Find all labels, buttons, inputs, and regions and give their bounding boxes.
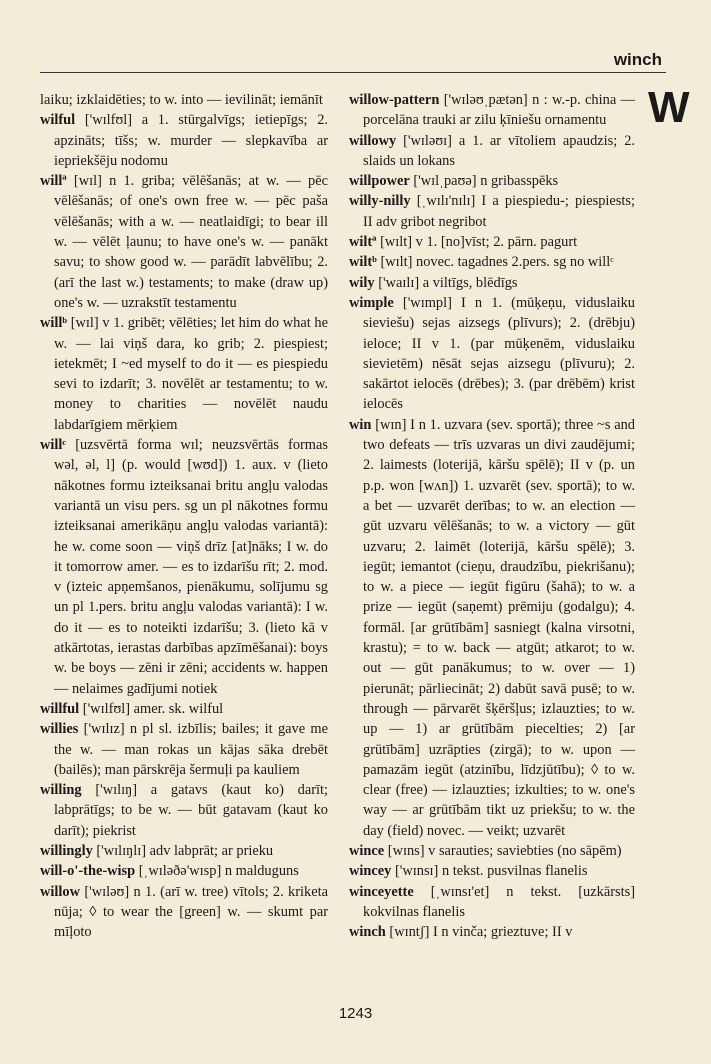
entry-headword: wiltᵇ (349, 254, 377, 271)
dictionary-entry (349, 922, 635, 942)
dictionary-entry (40, 110, 328, 171)
dictionary-entry (349, 171, 635, 191)
entry-headword: win (349, 416, 372, 433)
entry-definition: ['wɪləʊˌpætən] n : w.-p. china — porcelāna trauki ar zilu ķīniešu ornamentu (363, 92, 635, 129)
page-number: 1243 (338, 1005, 373, 1022)
dictionary-entry (349, 90, 635, 131)
entry-definition: [ˌwɪlɪ'nɪlɪ] I a piespiedu-; piespiests; II adv gribot negribot (363, 193, 635, 230)
dictionary-entry (40, 699, 328, 719)
entry-headword: willᵇ (40, 315, 68, 332)
dictionary-entry (349, 273, 635, 293)
entry-definition: [wɪlt] novec. tagadnes 2.pers. sg no willᶜ (380, 254, 614, 271)
entry-headword: will-o'-the-wisp (40, 863, 136, 880)
page-header (40, 48, 666, 73)
entry-headword: wiltª (349, 234, 377, 251)
left-column (40, 90, 328, 942)
dictionary-entry (40, 882, 328, 943)
entry-definition: ['wɪlfʊl] a 1. stūrgalvīgs; ietiepīgs; 2. apzināts; tīšs; w. murder — slepkavība ar iepriekšēju nodomu (54, 112, 328, 169)
entry-definition: ['wɪlɪŋ] a gatavs (kaut ko) darīt; labprātīgs; to be w. — būt gatavam (kaut ko darīt); piekrist (54, 782, 328, 839)
dictionary-entry (40, 171, 328, 313)
entry-headword: willᶜ (40, 437, 67, 454)
dictionary-entry (349, 232, 635, 252)
entry-definition: [wɪntʃ] I n vinča; grieztuve; II v (389, 924, 573, 941)
entry-headword: winceyette (349, 883, 414, 900)
entry-definition: ['wɪmpl] I n 1. (mūķeņu, viduslaiku sieviešu) sejas aizsegs (plīvurs); 2. (drēbju) ieloce; II v 1. (par mūķenēm, viduslaiku sievietēm) nēsāt sejas aizsegu (plīvuru); 2. sakārtot ielocēs (drēbes); 3. (par drēbēm) krist ielocēs (363, 294, 635, 413)
section-letter: W (648, 83, 690, 132)
entry-headword: wincey (349, 863, 392, 880)
entry-headword: wilful (40, 112, 76, 129)
entry-definition: [ˌwɪləðə'wɪsp] n malduguns (138, 863, 299, 880)
dictionary-entry (349, 131, 635, 172)
entry-definition: laiku; izklaidēties; to w. into — ievilināt; iemānīt (40, 92, 323, 108)
entry-definition: [uzsvērtā forma wɪl; neuzsvērtās formas wəl, əl, l] (p. would [wʊd]) 1. aux. v (lieto nākotnes formu izteiksanai britu angļu valodas variantā un visu pers. sg un pl nākotnes formu izteiksanai amerikāņu angļu valodas variantā): he w. come soon — viņš drīz [at]nāks; I w. do it tomorrow amer. — es to izdarīšu rīt; 2. mod. v (izteic apņemšanos, pienākumu, solījumu sg un pl 1.pers. britu angļu valodas variantā): I w. do it — es to noteikti izdarīšu; 3. (lieto kā v atkārtotas, ierastas darbības apzīmēšanai): boys w. be boys — zēni ir zēni; accidents w. happen — nelaimes gadījumi notiek (54, 437, 328, 697)
entry-definition: ['waɪlɪ] a viltīgs, blēdīgs (378, 274, 518, 291)
dictionary-entry (40, 780, 328, 841)
dictionary-entry (349, 191, 635, 232)
dictionary-entry (349, 882, 635, 923)
entry-headword: wimple (349, 294, 394, 311)
entry-definition: [wɪl] n 1. griba; vēlēšanās; at w. — pēc vēlēšanās; of one's own free w. — pēc paša vēlēšanās; with a w. — neatlaidīgi; to bear ill w. — vēlēt ļaunu; to have one's w. — panākt savu; to show good w. — parādīt labvēlību; 2. (arī the last w.) testaments; to make (draw up) one's w. — uzrakstīt testamentu (54, 173, 328, 311)
entry-definition: [ˌwɪnsɪ'et] n tekst. [uzkārsts] kokvilnas flanelis (363, 883, 635, 920)
entry-headword: winch (349, 924, 386, 941)
entry-headword: wince (349, 842, 385, 859)
dictionary-entry (349, 841, 635, 861)
dictionary-entry (349, 293, 635, 415)
entry-headword: willª (40, 173, 67, 190)
entry-headword: willy-nilly (349, 193, 411, 210)
dictionary-entry (349, 415, 635, 841)
entry-headword: willies (40, 721, 79, 738)
dictionary-entry (40, 435, 328, 699)
entry-definition: [wɪns] v sarauties; saviebties (no sāpēm) (387, 842, 622, 859)
entry-headword: willow (40, 883, 80, 900)
dictionary-entry (40, 841, 328, 861)
entry-headword: wily (349, 274, 375, 291)
dictionary-entry (40, 313, 328, 435)
dictionary-entry (349, 861, 635, 881)
entry-definition: ['wɪləʊɪ] a 1. ar vītoliem apaudzis; 2. slaids un lokans (363, 132, 635, 169)
dictionary-entry (40, 719, 328, 780)
entry-headword: willow-pattern (349, 92, 440, 108)
entry-definition: [wɪn] I n 1. uzvara (sev. sportā); three ~s and two defeats — trīs uzvaras un divi zaudējumi; 2. laimests (loterijā, kāršu spēlē); II v (p. un p.p. won [wʌn]) 1. uzvarēt (sev. sportā); to w. a bet — uzvarēt derības; to w. an election — gūt uzvaru vēlēšanās; to w. a victory — gūt uzvaru; 2. laimēt (loterijā, kāršu spēlē); 3. iegūt; iemantot (cieņu, draudzību, piekrišanu); to w. a piece — iegūt figūru (šahā); to w. a prize — iegūt (saņemt) prēmiju (godalgu); 4. formāl. [ar grūtībām] sasniegt (kalna virsotni, krastu); = to w. back — atgūt; atkarot; to w. out — gūt panākumus; to w. over — 1) pierunāt; pārliecināt; 2) dabūt savā pusē; to w. through — pārvarēt šķēršļus; izlauzties; to w. up — 1) ar grūtībām piecelties; 2) [ar grūtībām] uzrāpties (zirgā); to w. upon — pamazām iegūt (atzinību, līdzjūtību); ◊ to w. clear (free) — izlauzties; izkulties; to w. one's way — ar grūtībām tikt uz priekšu; to w. the day (field) novec. — veikt; uzvarēt (363, 416, 635, 839)
entry-headword: willingly (40, 842, 93, 859)
guide-word: winch (613, 50, 662, 69)
entry-headword: willpower (349, 173, 410, 190)
right-column (349, 90, 635, 942)
entry-definition: ['wɪlfʊl] amer. sk. wilful (82, 700, 224, 717)
entry-headword: willowy (349, 132, 397, 149)
entry-definition: ['wɪləʊ] n 1. (arī w. tree) vītols; 2. kriketa nūja; ◊ to wear the [green] w. — skumt par mīļoto (54, 883, 328, 941)
dictionary-entry (40, 861, 328, 881)
dictionary-entry (349, 252, 635, 272)
entry-headword: willful (40, 700, 80, 717)
entry-definition: ['wɪnsɪ] n tekst. pusvilnas flanelis (394, 863, 588, 880)
entry-definition: ['wɪlɪŋlɪ] adv labprāt; ar prieku (96, 842, 274, 859)
entry-definition: [wɪlt] v 1. [no]vīst; 2. pārn. pagurt (380, 234, 578, 251)
entry-headword: willing (40, 782, 82, 799)
entry-definition: ['wɪlˌpaʊə] n gribasspēks (413, 173, 559, 190)
dictionary-entry (40, 90, 328, 110)
entry-definition: [wɪl] v 1. gribēt; vēlēties; let him do what he w. — lai viņš dara, ko grib; 2. piespiest; ietekmēt; I ~ed myself to do it — es piespiedu sevi to izdarīt; 3. novēlēt ar testamentu; to w. money to charities — novēlēt naudu labdarīgiem mērķiem (54, 315, 328, 433)
entry-definition: ['wɪlɪz] n pl sl. izbīlis; bailes; it gave me the w. — man rokas un kājas sāka drebēt (bailēs); man pārskrēja šermuļi pa kauliem (54, 721, 328, 778)
